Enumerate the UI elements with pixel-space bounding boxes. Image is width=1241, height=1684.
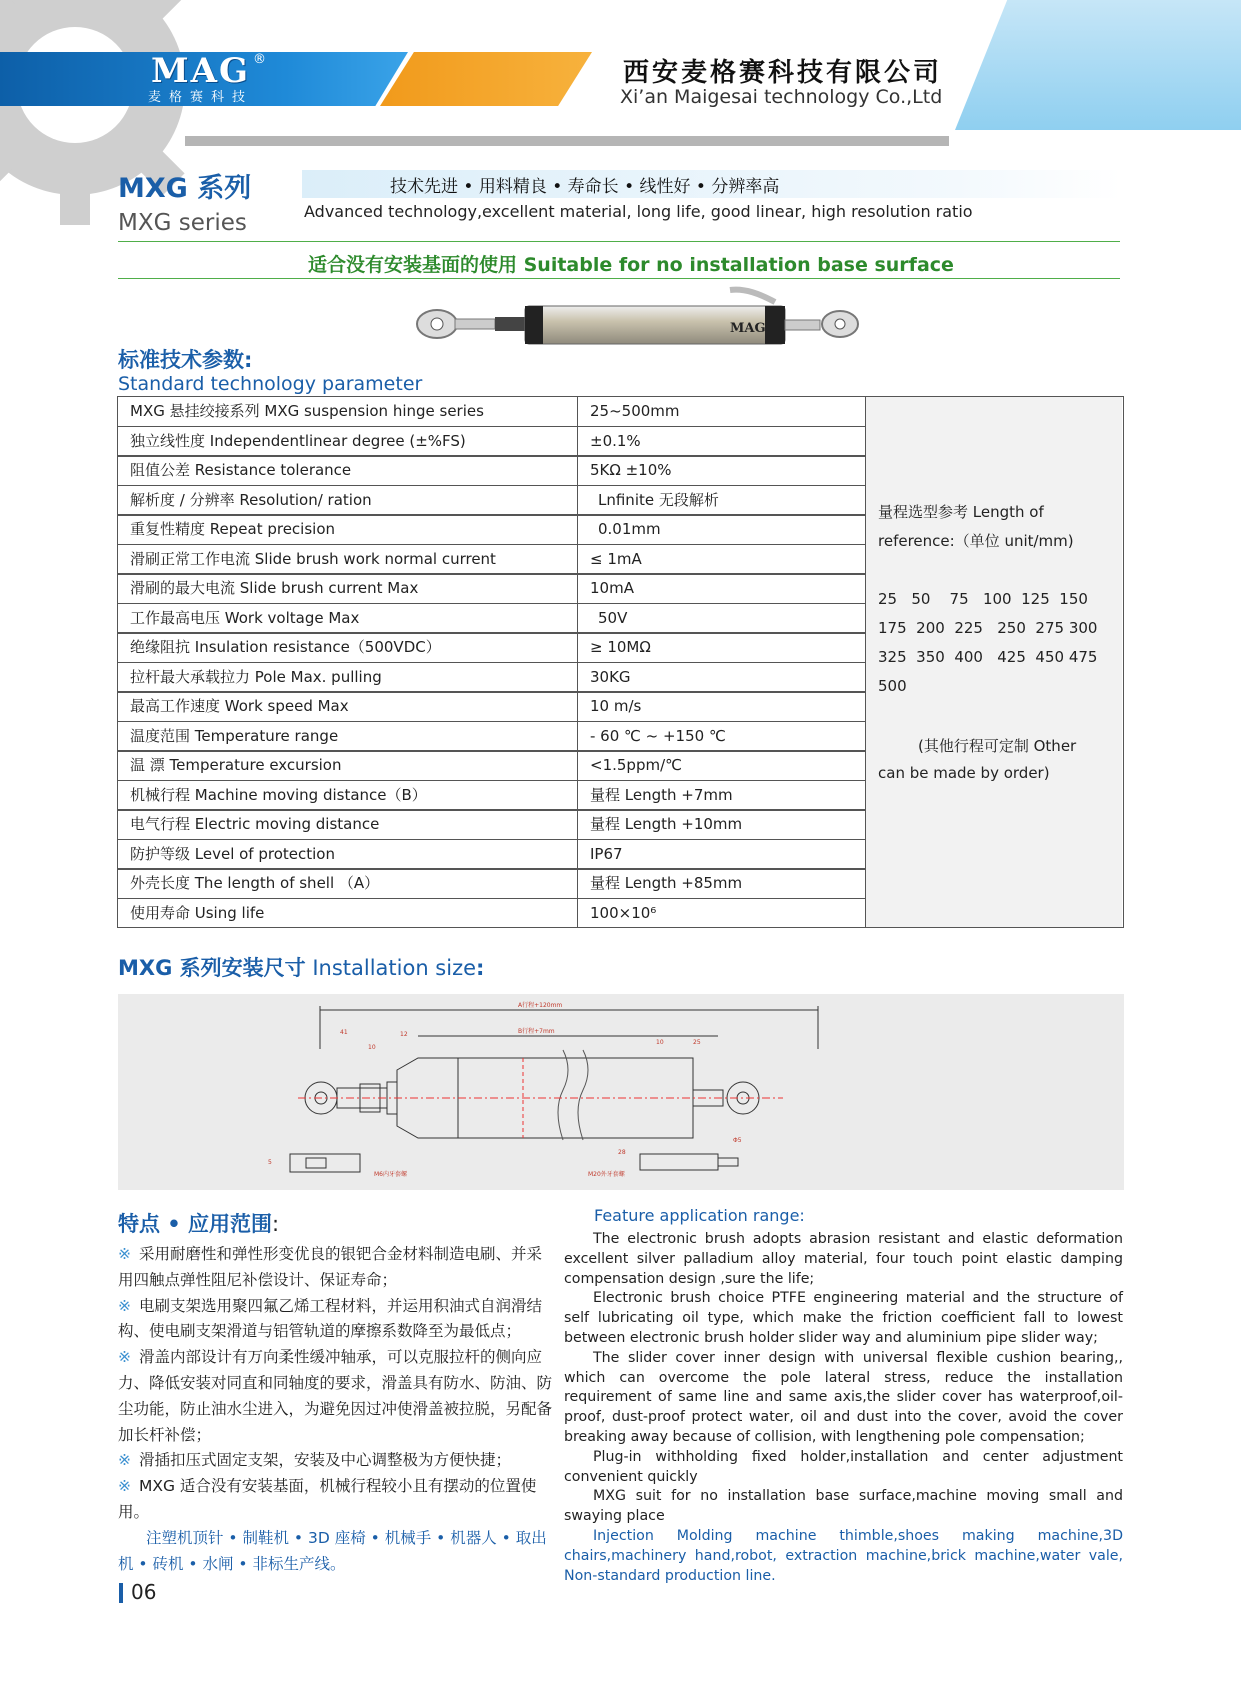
table-row: [118, 456, 865, 486]
list-item: Electronic brush choice PTFE engineering material and the structure of self lubricating oil type, which make the friction coefficient fall to lowest between electronic brush holder slider way and aluminium pipe slider way;: [564, 1290, 1123, 1346]
table-row: [118, 869, 865, 899]
bullet-icon: ※: [118, 1477, 131, 1496]
dim-25: 25: [693, 1039, 701, 1046]
list-item: The slider cover inner design with universal flexible cushion bearing,, which can overcome the pole lateral stress, reduce the installation requirement of same line and same axis,the slider cover has waterproof,oil-proof, dust-proof protect water, oil and dust into the cover, avoid the cover breaking away because of collision, with lengthening pole compensation;: [564, 1349, 1123, 1445]
dim-5: 5: [268, 1159, 272, 1166]
value-cell: 量程 Length +7mm: [590, 785, 733, 804]
param-cell: 绝缘阻抗 Insulation resistance（500VDC）: [118, 633, 578, 663]
list-item-text: 滑插扣压式固定支架，安装及中心调整极为方便快捷；: [139, 1451, 512, 1470]
table-row: [118, 486, 865, 516]
dim-10b: 10: [656, 1039, 664, 1046]
product-image: [415, 284, 895, 364]
value-cell: ≤ 1mA: [590, 549, 642, 568]
dim-10a: 10: [368, 1044, 376, 1051]
ref-values-row: 25 50 75 100 125 150: [878, 590, 1088, 608]
table-row: [118, 427, 865, 457]
green-rule-bottom: [118, 278, 1120, 279]
param-cell: 工作最高电压 Work voltage Max: [118, 604, 578, 634]
table-row: [118, 840, 865, 870]
param-cell: 独立线性度 Independentlinear degree (±%FS): [118, 427, 578, 457]
ref-values-row: 325 350 400 425 450 475: [878, 648, 1098, 666]
table-row: [118, 545, 865, 575]
list-item: MXG suit for no installation base surface,machine moving small and swaying place: [564, 1488, 1123, 1525]
bullet-icon: ※: [118, 1348, 131, 1367]
product-brand-label: MAG: [730, 321, 766, 336]
value-cell: 0.01mm: [598, 520, 661, 538]
install-title-en: Installation size: [305, 956, 477, 980]
table-row: [118, 899, 865, 929]
company-name-en: Xi’an Maigesai technology Co.,Ltd: [620, 86, 943, 108]
param-cell: 最高工作速度 Work speed Max: [118, 692, 578, 722]
spec-table: [117, 396, 1124, 928]
length-reference-column: [865, 397, 1122, 927]
header-sky-banner: [955, 0, 1241, 130]
param-cell: 温度范围 Temperature range: [118, 722, 578, 752]
dim-41: 41: [340, 1029, 348, 1036]
dim-mid: B行程+7mm: [518, 1028, 555, 1035]
value-cell: 30KG: [590, 667, 631, 686]
param-cell: 阻值公差 Resistance tolerance: [118, 456, 578, 486]
features-list-en: [564, 1230, 1123, 1586]
table-row: [118, 751, 865, 781]
value-cell: 50V: [598, 608, 628, 627]
dim-top: A行程+120mm: [518, 1002, 563, 1009]
features-title-en: Feature application range:: [594, 1206, 805, 1225]
list-item: [118, 1474, 554, 1526]
table-row: [118, 692, 865, 722]
specs-title-cn: 标准技术参数:: [118, 348, 253, 372]
param-cell: 重复性精度 Repeat precision: [118, 515, 578, 545]
dim-12: 12: [400, 1031, 408, 1038]
thread-a-label: M6内牙套螺: [374, 1171, 407, 1178]
ref-title-line2: reference:（单位 unit/mm): [878, 532, 1074, 550]
thread-b-label: M20外牙套螺: [588, 1171, 625, 1178]
value-cell: 100×10⁶: [590, 903, 657, 922]
value-cell: 量程 Length +85mm: [590, 874, 743, 892]
bullet-icon: ※: [118, 1296, 131, 1315]
list-item-text: 电刷支架选用聚四氟乙烯工程材料，并运用积油式自润滑结构、使电刷支架滑道与铝管轨道的摩擦系数降至为最低点；: [118, 1296, 543, 1341]
dim-phi: Φ5: [733, 1137, 742, 1144]
list-item: Plug-in withholding fixed holder,installation and center adjustment convenient quickly: [564, 1448, 1123, 1485]
drawing-svg: [118, 994, 1124, 1190]
list-item: [118, 1242, 554, 1294]
bullet-icon: ※: [118, 1451, 131, 1470]
param-cell: 机械行程 Machine moving distance（B）: [118, 781, 578, 811]
features-title-colon: :: [272, 1212, 280, 1236]
header-divider: [185, 136, 949, 146]
applications-en: Injection Molding machine thimble,shoes making machine,3D chairs,machinery hand,robot, extraction machine,brick machine,water vale, Non-standard production line.: [564, 1527, 1123, 1584]
param-cell: 解析度 / 分辨率 Resolution/ ration: [118, 486, 578, 516]
param-cell: MXG 悬挂绞接系列 MXG suspension hinge series: [118, 397, 578, 427]
page-number: 06: [131, 1580, 157, 1604]
slogan-cn: 技术先进 • 用料精良 • 寿命长 • 线性好 • 分辨率高: [390, 177, 780, 197]
specs-title-en: Standard technology parameter: [118, 373, 423, 395]
registered-mark: ®: [253, 52, 266, 67]
install-title-cn: MXG 系列安装尺寸: [118, 956, 306, 980]
series-subtitle: MXG series: [118, 210, 247, 236]
value-cell: 5KΩ ±10%: [590, 461, 672, 479]
value-cell: 25~500mm: [590, 402, 680, 420]
ref-note-line2: can be made by order): [878, 764, 1050, 782]
table-row: [118, 604, 865, 634]
page-number-marker: [119, 1583, 123, 1603]
table-row: [118, 397, 865, 427]
dim-28: 28: [618, 1149, 626, 1156]
value-cell: ≥ 10MΩ: [590, 638, 651, 656]
ref-values-row: 500: [878, 677, 907, 695]
applications-cn: 注塑机顶针 • 制鞋机 • 3D 座椅 • 机械手 • 机器人 • 取出机 • 砖机 • 水闸 • 非标生产线。: [118, 1528, 547, 1573]
header-orange-band: [380, 52, 592, 106]
features-title-cn: [118, 1208, 279, 1238]
list-item: [118, 1345, 554, 1448]
ref-values-row: 175 200 225 250 275 300: [878, 619, 1098, 637]
param-cell: 电气行程 Electric moving distance: [118, 810, 578, 840]
table-row: [118, 663, 865, 693]
table-row: [118, 722, 865, 752]
company-logo: [128, 52, 273, 108]
list-item-text: MXG 适合没有安装基面，机械行程较小且有摆动的位置使用。: [118, 1477, 537, 1521]
value-cell: 量程 Length +10mm: [590, 815, 743, 833]
value-cell: - 60 ℃ ~ +150 ℃: [590, 726, 726, 745]
features-title-text: 特点 • 应用范围: [118, 1212, 273, 1236]
bullet-icon: ※: [118, 1245, 131, 1263]
table-row: [118, 515, 865, 545]
value-cell: <1.5ppm/℃: [590, 756, 682, 774]
table-row: [118, 574, 865, 604]
value-cell: IP67: [590, 844, 623, 863]
param-cell: 温 漂 Temperature excursion: [118, 751, 578, 781]
logo-subtitle: 麦格赛科技: [147, 90, 253, 105]
features-list-cn: [118, 1242, 554, 1577]
install-title: [118, 952, 484, 982]
series-title: MXG 系列: [118, 173, 252, 204]
installation-drawing: [118, 994, 1124, 1190]
company-name-cn: 西安麦格赛科技有限公司: [623, 58, 943, 88]
ref-title-line1: 量程选型参考 Length of: [878, 503, 1044, 521]
list-item: [118, 1448, 554, 1474]
list-item-text: 采用耐磨性和弹性形变优良的银钯合金材料制造电刷、并采用四触点弹性阻尼补偿设计、保证寿命；: [118, 1245, 543, 1289]
value-cell: Lnfinite 无段解析: [598, 490, 719, 509]
suitable-banner: 适合没有安装基面的使用 Suitable for no installation base surface: [308, 254, 954, 276]
list-item-text: 滑盖内部设计有万向柔性缓冲轴承，可以克服拉杆的侧向应力、降低安装对同直和同轴度的要求，滑盖具有防水、防油、防尘功能，防止油水尘进入，为避免因过冲使滑盖被拉脱，另配备加长杆补偿；: [118, 1348, 553, 1444]
table-row: [118, 810, 865, 840]
green-rule-top: [118, 241, 1120, 242]
value-cell: 10mA: [590, 579, 634, 597]
logo-mark: MAG: [150, 51, 251, 91]
list-item: The electronic brush adopts abrasion resistant and elastic deformation excellent silver palladium alloy material, four touch point elastic damping compensation design ,sure the life;: [564, 1231, 1123, 1287]
param-cell: 滑刷的最大电流 Slide brush current Max: [118, 574, 578, 604]
table-row: [118, 633, 865, 663]
param-cell: 滑刷正常工作电流 Slide brush work normal current: [118, 545, 578, 575]
param-cell: 拉杆最大承载拉力 Pole Max. pulling: [118, 663, 578, 693]
param-cell: 防护等级 Level of protection: [118, 840, 578, 870]
value-cell: ±0.1%: [590, 431, 641, 450]
list-item: [118, 1294, 554, 1346]
install-title-colon: :: [476, 956, 485, 980]
table-row: [118, 781, 865, 811]
slogan-en: Advanced technology,excellent material, long life, good linear, high resolution ratio: [304, 202, 973, 221]
ref-note-line1: (其他行程可定制 Other: [918, 737, 1077, 755]
param-cell: 使用寿命 Using life: [118, 899, 578, 929]
value-cell: 10 m/s: [590, 697, 642, 715]
param-cell: 外壳长度 The length of shell （A）: [118, 869, 578, 899]
